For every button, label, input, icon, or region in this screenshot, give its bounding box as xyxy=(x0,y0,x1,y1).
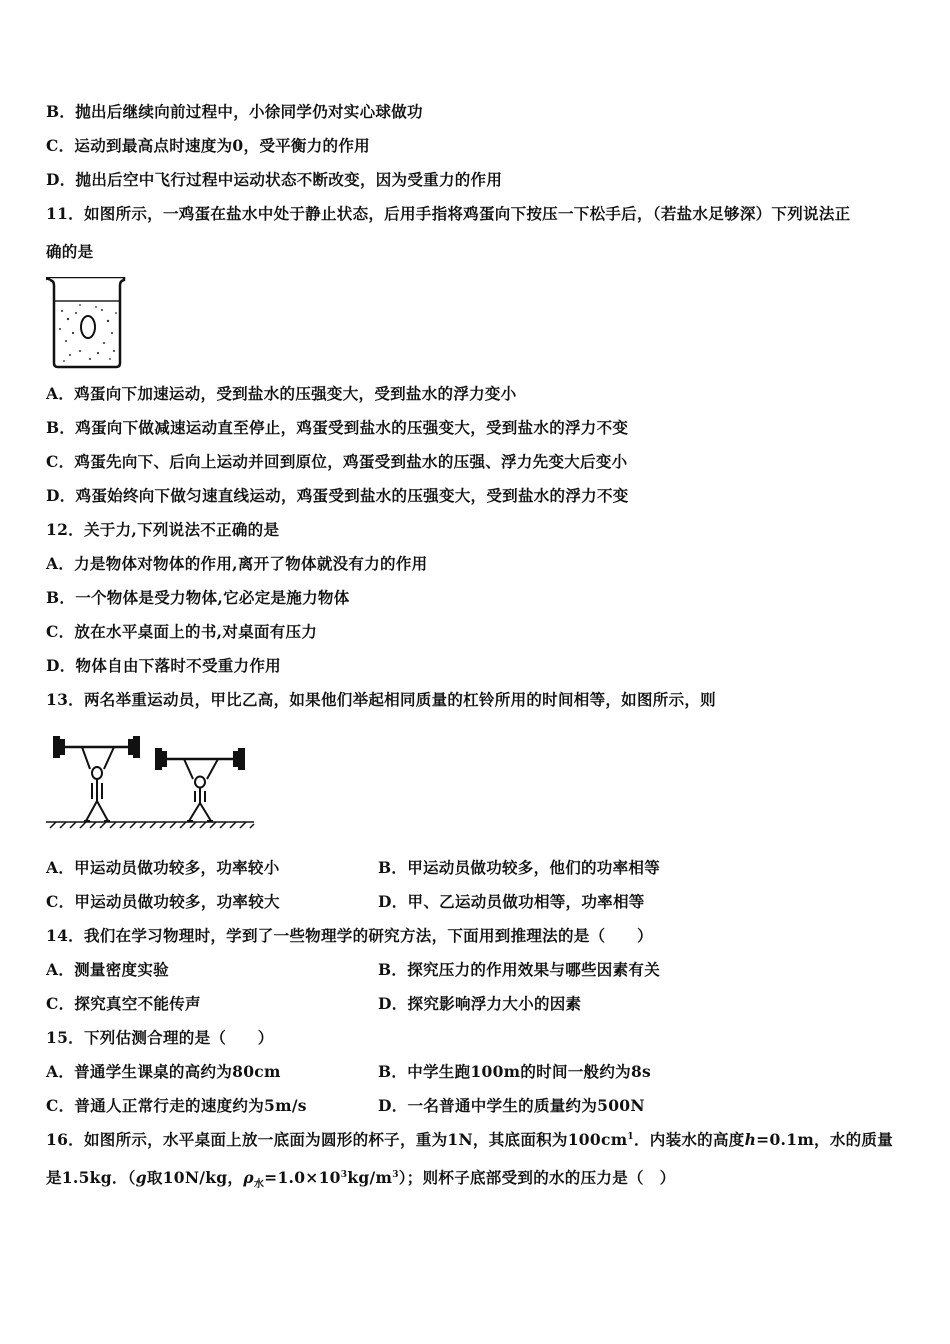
q10-option-b: B．抛出后继续向前过程中，小徐同学仍对实心球做功 xyxy=(46,102,423,121)
ground xyxy=(46,822,254,828)
q14-option-b: B．探究压力的作用效果与哪些因素有关 xyxy=(378,960,661,979)
q14-stem: 14．我们在学习物理时，学到了一些物理学的研究方法，下面用到推理法的是（ ） xyxy=(46,926,653,945)
q16-stem-line2: 是1.5kg．（g取10N/kg，$\rho_水=1.0\times 10^3kg/m^3$）；则杯子底部受到的水的压力是（ ） xyxy=(46,1168,676,1191)
q14-option-a: A．测量密度实验 xyxy=(46,960,169,979)
q13-option-c: C．甲运动员做功较多，功率较大 xyxy=(46,892,280,911)
weightlifters-figure xyxy=(46,733,258,829)
q13-stem: 13．两名举重运动员，甲比乙高，如果他们举起相同质量的杠铃所用的时间相等，如图所示，则 xyxy=(46,690,716,709)
q10-option-c: C．运动到最高点时速度为0，受平衡力的作用 xyxy=(46,136,370,155)
q13-option-a: A．甲运动员做功较多，功率较小 xyxy=(46,858,280,877)
lifter-yi xyxy=(156,749,244,821)
beaker-egg-figure xyxy=(46,277,128,369)
q14-option-d: D．探究影响浮力大小的因素 xyxy=(378,994,582,1013)
q14-option-c: C．探究真空不能传声 xyxy=(46,994,201,1013)
q13-option-d: D．甲、乙运动员做功相等，功率相等 xyxy=(378,892,645,911)
q10-option-d: D．抛出后空中飞行过程中运动状态不断改变，因为受重力的作用 xyxy=(46,170,503,189)
q12-stem: 12．关于力,下列说法不正确的是 xyxy=(46,520,280,539)
q12-option-c: C．放在水平桌面上的书,对桌面有压力 xyxy=(46,622,318,641)
q11-option-a: A．鸡蛋向下加速运动，受到盐水的压强变大，受到盐水的浮力变小 xyxy=(46,384,517,403)
q15-option-c: C．普通人正常行走的速度约为5m/s xyxy=(46,1096,307,1115)
q15-stem: 15．下列估测合理的是（ ） xyxy=(46,1028,274,1047)
q15-option-d: D．一名普通中学生的质量约为500N xyxy=(378,1096,645,1115)
q12-option-d: D．物体自由下落时不受重力作用 xyxy=(46,656,281,675)
lifter-jia xyxy=(54,737,140,821)
q12-option-a: A．力是物体对物体的作用,离开了物体就没有力的作用 xyxy=(46,554,428,573)
q13-option-b: B．甲运动员做功较多，他们的功率相等 xyxy=(378,858,661,877)
q15-option-b: B．中学生跑100m的时间一般约为8s xyxy=(378,1062,652,1081)
q11-stem-line2: 确的是 xyxy=(46,242,94,261)
q11-option-c: C．鸡蛋先向下、后向上运动并回到原位，鸡蛋受到盐水的压强、浮力先变大后变小 xyxy=(46,452,628,471)
q15-option-a: A．普通学生课桌的高约为80cm xyxy=(46,1062,281,1081)
q11-option-d: D．鸡蛋始终向下做匀速直线运动，鸡蛋受到盐水的压强变大，受到盐水的浮力不变 xyxy=(46,486,629,505)
q11-option-b: B．鸡蛋向下做减速运动直至停止，鸡蛋受到盐水的压强变大，受到盐水的浮力不变 xyxy=(46,418,629,437)
q16-stem-line1: 16．如图所示，水平桌面上放一底面为圆形的杯子，重为1N，其底面积为$100cm^1$．内装水的高度h=0.1m，水的质量 xyxy=(46,1130,894,1149)
egg xyxy=(81,316,95,338)
salt-dots xyxy=(59,304,117,362)
q12-option-b: B．一个物体是受力物体,它必定是施力物体 xyxy=(46,588,350,607)
q11-stem-line1: 11．如图所示，一鸡蛋在盐水中处于静止状态，后用手指将鸡蛋向下按压一下松手后，（若盐水足够深）下列说法正 xyxy=(46,204,851,223)
